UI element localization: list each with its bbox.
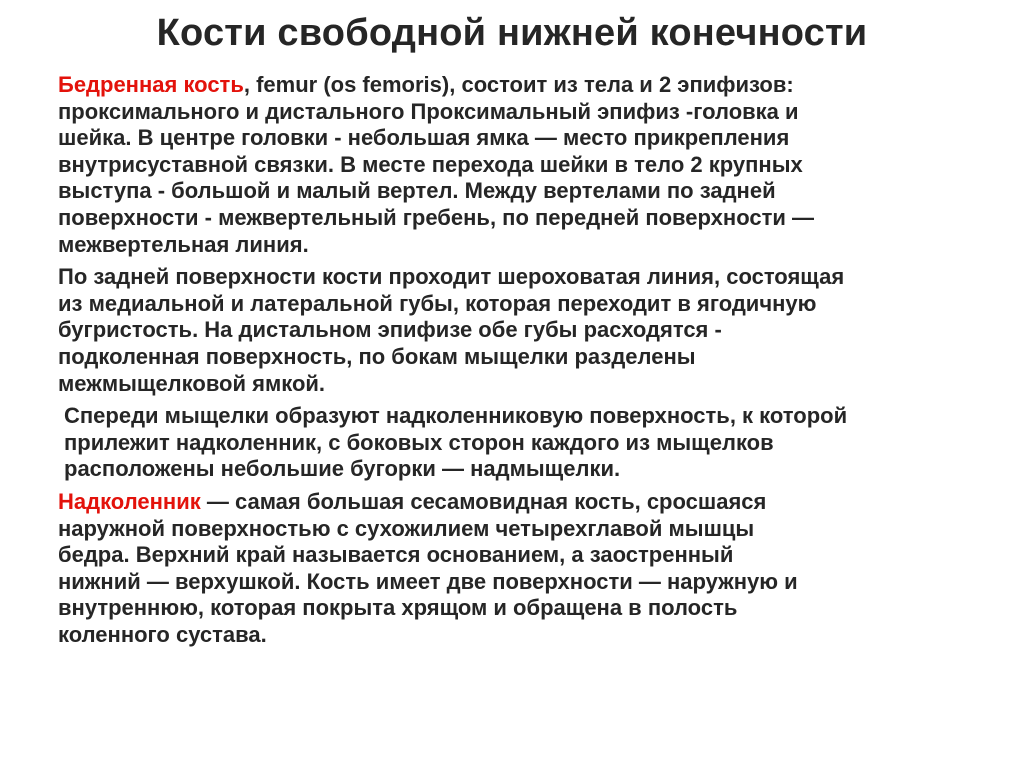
text-line: подколенная поверхность, по бокам мыщелки разделены [58, 343, 696, 369]
paragraph-condyles [58, 403, 968, 483]
text-line [58, 72, 968, 99]
text-line: проксимального и дистального Проксимальный эпифиз -головка и [58, 98, 799, 124]
paragraph-femur [58, 72, 968, 258]
text-line: нижний — верхушкой. Кость имеет две поверхности — наружную и [58, 568, 798, 594]
slide-title: Кости свободной нижней конечности [156, 12, 868, 54]
text-line: шейка. В центре головки - небольшая ямка — место прикрепления [58, 125, 790, 151]
text-line: выступа - большой и малый вертел. Между вертелами по задней [58, 178, 776, 204]
text-line: расположены небольшие бугорки — надмыщелки. [64, 456, 621, 482]
paragraph-linea-aspera [58, 264, 968, 397]
text-line: из медиальной и латеральной губы, которая переходит в ягодичную [58, 290, 817, 316]
text-line [58, 488, 968, 516]
text-line: Спереди мыщелки образуют надколенниковую поверхность, к которой [64, 403, 848, 429]
text-line: поверхности - межвертельный гребень, по передней поверхности — [58, 204, 814, 230]
text-line: прилежит надколенник, с боковых сторон каждого из мыщелков [64, 429, 774, 455]
text-line: внутреннюю, которая покрыта хрящом и обращена в полость [58, 595, 738, 621]
text-line: межмыщелковой ямкой. [58, 370, 326, 396]
text-line: коленного сустава. [58, 621, 267, 647]
text-line: внутрисуставной связки. В месте перехода шейки в тело 2 крупных [58, 151, 803, 177]
text-line: межвертельная линия. [58, 231, 309, 257]
slide-body [58, 72, 968, 654]
text-line-content: — самая большая сесамовидная кость, сросшаяся [200, 488, 767, 514]
paragraph-patella [58, 489, 968, 649]
text-line: бедра. Верхний край называется основанием, а заостренный [58, 542, 734, 568]
text-line: бугристость. На дистальном эпифизе обе губы расходятся - [58, 317, 722, 343]
text-line-content: , femur (os femoris), состоит из тела и 2 эпифизов: [243, 72, 794, 97]
text-line: наружной поверхностью с сухожилием четырехглавой мышцы [58, 515, 755, 541]
term-patella: Надколенник [58, 488, 201, 514]
text-line: По задней поверхности кости проходит шероховатая линия, состоящая [58, 264, 845, 290]
term-femur: Бедренная кость [58, 72, 244, 97]
